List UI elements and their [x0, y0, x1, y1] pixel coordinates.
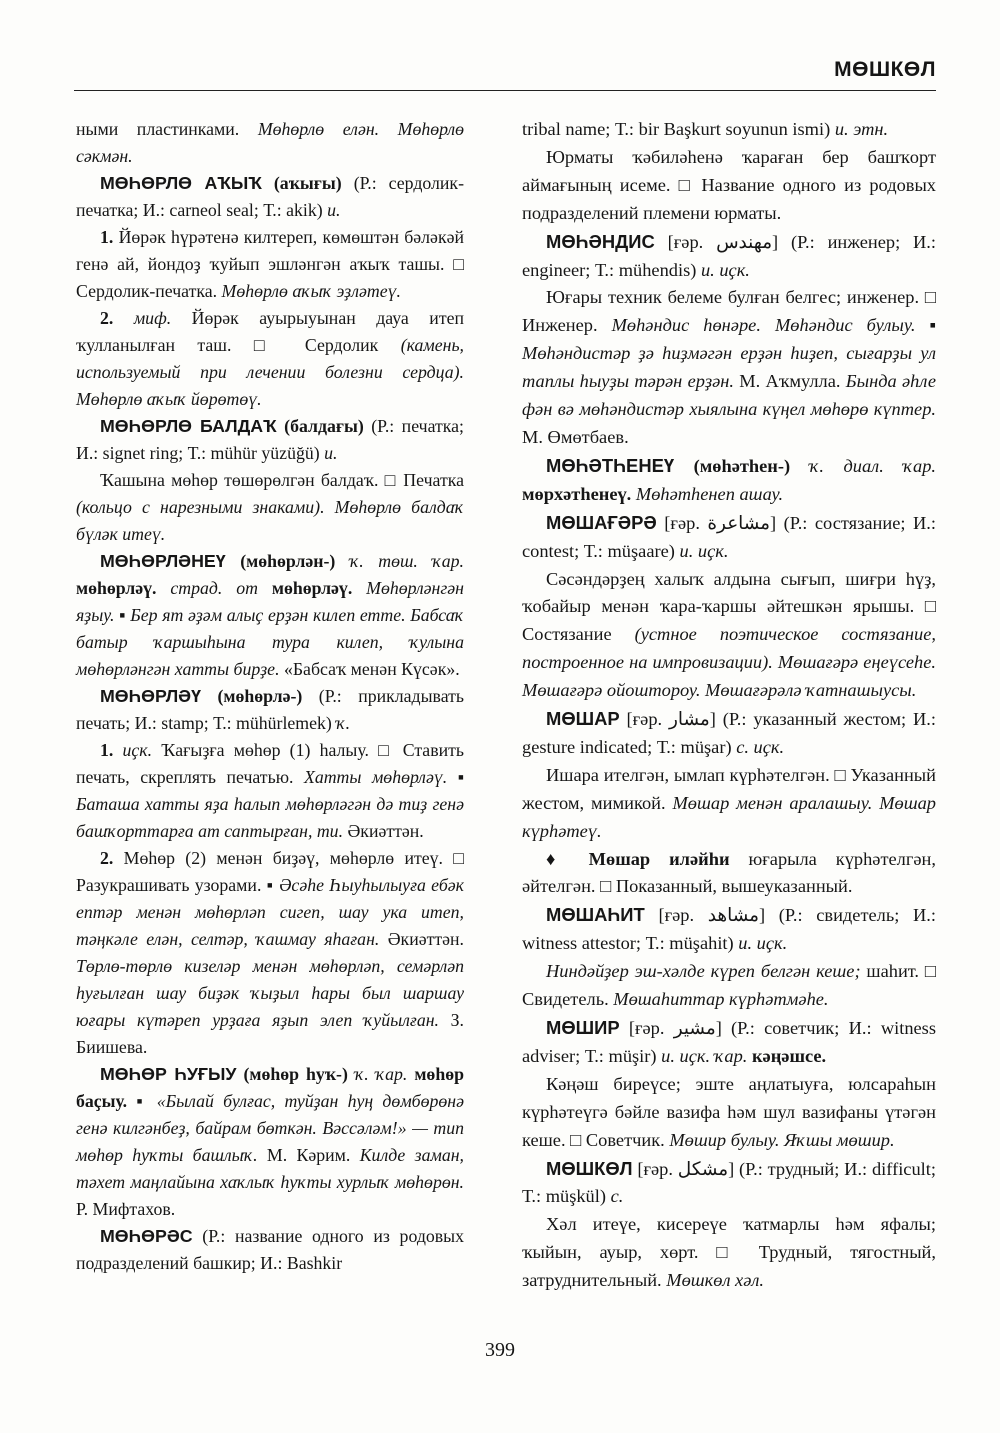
entry-paragraph [522, 1211, 936, 1295]
entry-paragraph [522, 1014, 936, 1071]
entry-text: (мөһәтһен-) [674, 455, 791, 476]
entry-paragraph [76, 1061, 464, 1223]
entry-text: с. [610, 1186, 624, 1207]
entry-text: и. этн. [834, 119, 889, 139]
entry-text: ▪ «Былай булғас, туйҙан һуң дөмбөрөнә генә килгәнбеҙ, байрам бөткән. Вәссәләм!» — тип мөһөр һуҡты башлыҡ. [76, 1091, 464, 1165]
entry-text: и. иҫк. [700, 259, 750, 280]
entry-text: и. иҫк. [738, 933, 788, 954]
entry-text: Ишара ителгән, ымлап күрһәтелгән. □ Указанный жестом, мимикой. [522, 764, 936, 813]
headword: МӨШКӨЛ [546, 1157, 633, 1179]
entry-text: Мөшаһиттар күрһәтмәһе. [613, 989, 829, 1010]
entry-text: [ғәр. مهندس] (Р.: инженер; И.: engineer; Т.: mühendis) [522, 231, 936, 280]
entry-paragraph [76, 683, 464, 737]
entry-paragraph [76, 224, 464, 305]
right-column [522, 116, 936, 1295]
entry-text: Р. Мифтахов. [76, 1199, 176, 1219]
entry-text: (устное поэтическое состязание, построенное на импровизации). Мөшағәрә еңеүсеһе. Мөшағәрә ойоштороу. Мөшағәрәлә ҡатнашыусы. [522, 624, 936, 701]
entry-text: Йөрәк ауырыуынан дауа итеп ҡулланылған таш. □ Сердолик [76, 308, 464, 355]
headword: МӨҺӘНДИС [546, 230, 655, 252]
entry-text: Бында әһле фән вә мөһәндистәр хыялына күңел мөһөрө күптер. [522, 371, 936, 420]
entry-paragraph [76, 413, 464, 467]
entry-paragraph [76, 737, 464, 845]
entry-text: миф. [113, 308, 172, 328]
entry-text: мөһөр баҫыу. [76, 1064, 464, 1111]
running-head-word: МӨШКӨЛ [834, 58, 936, 81]
entry-text: юғарыла күрһәтелгән, әйтелгән. □ Показанный, вышеуказанный. [522, 848, 936, 897]
entry-text: мөһөрләү. [76, 578, 157, 598]
entry-text: (Р.: название одного из родовых подразделений башкир; И.: Bashkir [76, 1226, 464, 1273]
left-column [76, 116, 464, 1277]
entry-text: и. [324, 443, 338, 463]
entry-text: Әкиәттән. [343, 821, 424, 841]
entry-text: М. Өмөтбаев. [522, 426, 629, 447]
entry-text: Йөрәк һүрәтенә килтереп, көмөштән бәләкәй генә ай, йондоҙ ҡуйып эшләнгән аҡыҡ ташы. □ Сердолик-печатка. [76, 227, 464, 301]
entry-paragraph [522, 846, 936, 902]
entry-paragraph [522, 116, 936, 144]
entry-paragraph [522, 901, 936, 958]
entry-text: и. иҫк. ҡар. [661, 1045, 748, 1066]
entry-text: tribal name; Т.: bir Başkurt soyunun ismi) [522, 119, 835, 139]
entry-text: Кәңәш биреүсе; эште аңлатыуға, юлсараһын күрһәтеүгә бәйле вазифа һәм шул вазифаны үтәгән кеше. □ Советчик. [522, 1073, 936, 1150]
entry-paragraph [522, 566, 936, 706]
entry-text: ҡ. диал. ҡар. [790, 455, 936, 476]
entry-paragraph [522, 1155, 936, 1212]
entry-text: Хатты мөһөрләү. ▪ Баташа хатты яҙа һалып мөһөрләгән дә тиҙ генә башҡорттарға ат саптырған, ти. [76, 767, 464, 841]
headword: МӨШАР [546, 708, 620, 730]
entry-text: 2. [100, 308, 114, 328]
entry-paragraph [76, 845, 464, 1061]
headword: МӨШАҒӘРӘ [546, 511, 657, 533]
entry-text: (Р.: прикладывать печать; И.: stamp; Т.: mühürlemek) [76, 686, 464, 733]
entry-paragraph [522, 958, 936, 1014]
entry-text: Юрматы ҡәбиләһенә ҡараған бер башҡорт аймағының исеме. □ Название одного из родовых подразделений племени юрматы. [522, 146, 936, 223]
entry-paragraph [76, 116, 464, 170]
running-head [74, 48, 936, 91]
entry-text: ҡ. [336, 713, 351, 733]
headword: МӨШАҺИТ [546, 904, 645, 926]
entry-paragraph [522, 762, 936, 846]
headword: МӨҺӨР ҺУҒЫУ [100, 1064, 237, 1084]
entry-paragraph [76, 467, 464, 548]
entry-text: [ғәр. مشاعرة] (Р.: состязание; И.: contest; Т.: müşaare) [522, 512, 936, 561]
entry-text: (кольцо с нарезными знаками). Мөһөрлө балдаҡ бүләк итеү. [76, 497, 464, 544]
entry-paragraph [76, 170, 464, 224]
entry-text: [ғәр. مشاهد] (Р.: свидетель; И.: witness attestor; Т.: müşahit) [522, 905, 936, 954]
headword: МӨҺӨРӘС [100, 1226, 193, 1246]
entry-text: кәңәшсе. [747, 1045, 827, 1066]
entry-text: Хәл итеүе, кисереүе ҡатмарлы һәм яфалы; ҡыйын, ауыр, хөрт. □ Трудный, тягостный, затруднительный. [522, 1214, 936, 1291]
entry-text: мөһөрләү. [257, 578, 353, 598]
entry-text: мөрхәтһенеү. [522, 483, 632, 504]
entry-paragraph [522, 284, 936, 451]
entry-text: М. Аҡмулла. [734, 371, 846, 392]
entry-text: и. [327, 200, 341, 220]
headword: МӨҺӨРЛӨ БАЛДАҠ [100, 416, 277, 436]
entry-text: (камень, используемый при лечении болезни сердца). Мөһөрлө аҡыҡ йөрөтөү. [76, 335, 464, 409]
entry-text: ҡ. төш. ҡар. [335, 551, 464, 571]
entry-text: ▪ Әсәһе Һыуһылыуға ебәк ептәр менән мөһөрләп сигеп, шау ука итеп, тәңкәле елән, селтәр, ҡашмау яһаған. [76, 875, 464, 949]
entry-text: Мөшир булыу. Яҡшы мөшир. [669, 1129, 895, 1150]
entry-paragraph [76, 1223, 464, 1277]
headword: МӨҺӨРЛӨ АҠЫҠ [100, 173, 262, 193]
headword: МӨҺӨРЛӘҮ [100, 686, 201, 706]
entry-text: (мөһөрлә-) [200, 686, 303, 706]
entry-text: Ниндәйҙер эш-хәлде күреп белгән кеше; [546, 961, 861, 982]
entry-text: ными пластинками. [76, 119, 258, 139]
entry-text: Мөшкөл хәл. [666, 1270, 765, 1291]
entry-paragraph [76, 305, 464, 413]
entry-text: Мөһәтһенеп ашау. [631, 483, 784, 504]
entry-paragraph [522, 1071, 936, 1155]
entry-text: [ғәр. مشير] (Р.: советчик; И.: witness adviser; Т.: müşir) [522, 1018, 936, 1066]
entry-text: Мөшар менән аралашыу. Мөшар күрһәтеү. [522, 792, 936, 841]
entry-text: и. иҫк. [679, 540, 729, 561]
entry-text: Килде заман, тәхет маңлайына хаҡлыҡ һуҡты хурлыҡ мөһөрөн. [76, 1145, 464, 1192]
entry-text: З. Биишева. [76, 1010, 464, 1057]
entry-paragraph [76, 548, 464, 683]
entry-text: Төрлө-төрлө кизеләр менән мөһөрләп, семәрләп һуғылған шау биҙәк ҡыҙыл һары был шаршау юғары күтәреп урҙаға яҙып элеп ҡуйылған. [76, 956, 464, 1030]
entry-text: с. иҫк. [736, 736, 785, 757]
entry-text: (Р.: печатка; И.: signet ring; Т.: mühür yüzüğü) [76, 416, 464, 463]
entry-text: М. Кәрим. [257, 1145, 360, 1165]
entry-text: Ҡашына мөһөр төшөрөлгән балдаҡ. □ Печатка [100, 470, 464, 490]
entry-paragraph [522, 452, 936, 509]
entry-text: Мөһөрләнгән яҙыу. ▪ Бер ят әҙәм алыҫ ерҙән килеп етте. Бабсаҡ батыр ҡаршыһына тура килеп, ҡулына мөһөрләнгән хатты бирҙе. [76, 578, 464, 679]
entry-text: (мөһөр һуҡ-) [236, 1064, 348, 1084]
entry-text: «Бабсаҡ менән Күсәк». [279, 659, 460, 679]
entry-paragraph [522, 144, 936, 228]
entry-text: [ғәр. مشكل] (Р.: трудный; И.: difficult; Т.: müşkül) [522, 1158, 936, 1207]
entry-text: ♦ Мөшар иләйһи [546, 848, 730, 869]
entry-text: Мөһәндис һөнәре. Мөһәндис булыу. ▪ Мөһәндистәр ҙә һиҙмәгән ерҙән һиҙеп, сығарҙы ул таплы һыуҙы тәрән ерҙән. [522, 315, 936, 392]
headword: МӨШИР [546, 1017, 620, 1038]
entry-text: Мөһөрлө елән. Мөһөрлө сәкмән. [76, 119, 465, 166]
entry-text: [ғәр. مشار] (Р.: указанный жестом; И.: gesture indicated; Т.: müşar) [522, 709, 936, 757]
entry-text: Ҡағыҙға мөһөр (1) һалыу. □ Ставить печать, скреплять печатью. [76, 740, 464, 787]
entry-text: Юғары техник белеме булған белгес; инженер. □ Инженер. [522, 287, 936, 336]
entry-text: 1. [100, 227, 114, 247]
headword: МӨҺӨРЛӘНЕҮ [100, 551, 226, 571]
entry-text: (Р.: сердолик-печатка; И.: carneol seal; Т.: akik) [76, 173, 464, 220]
entry-text: Сәсәндәрҙең халыҡ алдына сығып, шиғри һүҙ, ҡобайыр менән ҡара-ҡаршы әйтешкән ярышы. □ Состязание [522, 568, 936, 645]
entry-paragraph [522, 509, 936, 566]
entry-text: (мөһөрлән-) [225, 551, 336, 571]
entry-text: Мөһөрлө аҡыҡ эҙләтеү. [221, 281, 401, 301]
entry-text: 1. [100, 740, 114, 760]
headword: МӨҺӘТҺЕНЕҮ [546, 454, 675, 476]
entry-text: иҫк. [113, 740, 153, 760]
page-number: 399 [485, 1339, 515, 1361]
entry-text: 2. [100, 848, 114, 868]
entry-text: страд. от [156, 578, 258, 598]
entry-text: Мөһөр (2) менән биҙәү, мөһөрлө итеү. □ Разукрашивать узорами. [76, 848, 464, 895]
entry-text: (балдағы) [276, 416, 364, 436]
entry-paragraph [522, 705, 936, 762]
entry-text: шаһит. □ Свидетель. [522, 961, 936, 1010]
entry-text: Әкиәттән. [379, 929, 464, 949]
entry-text: ҡ. ҡар. [347, 1064, 408, 1084]
entry-text: (аҡығы) [261, 173, 342, 193]
entry-paragraph [522, 228, 936, 285]
